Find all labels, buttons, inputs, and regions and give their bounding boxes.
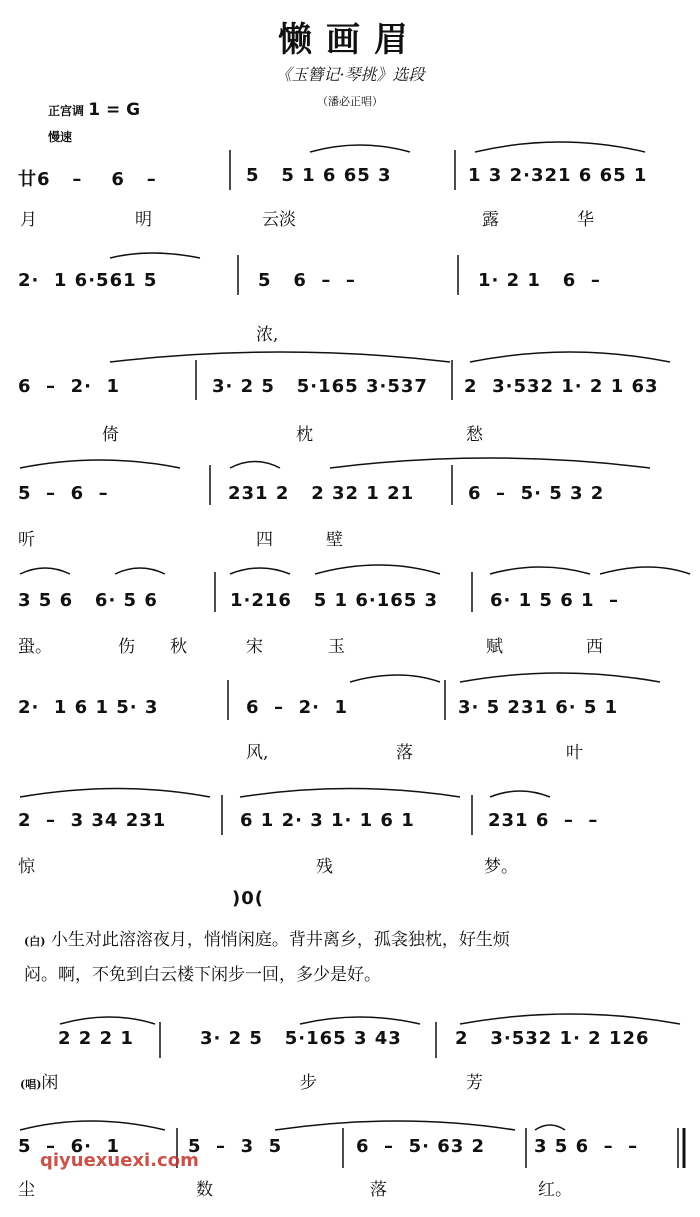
measure: 6 – 5· 5 3 2 (468, 483, 605, 504)
lyric: 梦。 (484, 857, 518, 877)
spoken-tag: (白) (24, 935, 46, 948)
notes-row-2b (258, 270, 356, 291)
lyric: 叶 (566, 743, 583, 763)
measure: 2 32 1 21 (311, 483, 415, 504)
lyric: 西 (586, 637, 603, 657)
measure: 231 6 – – (488, 810, 599, 831)
measure: 6 – (562, 270, 601, 291)
notes-row-7c (488, 810, 598, 831)
lyric: 玉 (328, 637, 345, 657)
lyric: 露 (482, 210, 499, 230)
lyric: 风, (246, 743, 269, 763)
lyric: 浓, (256, 325, 279, 345)
lyric: 蛩。 (18, 637, 52, 657)
notes-row-3b (212, 376, 428, 397)
measure: 1· 2 1 (478, 270, 541, 291)
spoken-text-1: 小生对此溶溶夜月，悄悄闲庭。背井离乡，孤衾独枕，好生烦 (50, 930, 510, 950)
lyric: 伤 (118, 637, 135, 657)
measure: 5 1 6 65 3 (281, 165, 392, 186)
measure: 6· 1 5 6 1 – (490, 590, 620, 611)
lyric: 芳 (466, 1073, 483, 1093)
lyric: 四 (256, 530, 273, 550)
notes-row-9b (200, 1028, 402, 1049)
lyric: 尘 (18, 1180, 35, 1200)
lyric: 倚 (102, 425, 119, 445)
lyric: 赋 (486, 637, 503, 657)
measure: 2 (464, 376, 478, 397)
measure: 6 (111, 169, 125, 190)
measure: 5 (258, 270, 272, 291)
watermark: qiyuexuexi.com (40, 1150, 199, 1171)
lyric: 落 (370, 1180, 387, 1200)
notes-row-2 (18, 270, 157, 291)
measure: 231 2 (228, 483, 290, 504)
lyric: 愁 (466, 425, 483, 445)
notes-row-5b (230, 590, 438, 611)
measure: 廿6 (18, 169, 51, 190)
measure: – (72, 169, 83, 190)
lyric: 月 (20, 210, 37, 230)
notes-row-7b (240, 810, 415, 831)
measure: 2 – 3 34 231 (18, 810, 167, 831)
measure: 5 – 6 – (18, 483, 109, 504)
measure: 2· 1 6 1 5· 3 (18, 697, 159, 718)
lyric: 壁 (326, 530, 343, 550)
lyric: 云淡 (262, 210, 296, 230)
measure: 5 – 6· 1 (18, 1136, 121, 1157)
measure: 3 5 6 (18, 590, 74, 611)
measure: 3·532 1· 2 126 (490, 1028, 650, 1049)
measure: 5 1 6·165 3 (313, 590, 439, 611)
measure: 5 – 3 5 (188, 1136, 283, 1157)
key-label: 正宫调 (48, 104, 85, 118)
lyric: 闲 (41, 1073, 59, 1093)
measure: 5·165 3·537 (296, 376, 428, 397)
notes-row-2c (478, 270, 601, 291)
rest-marker: )0( (232, 888, 264, 909)
notes-row-6 (18, 697, 158, 718)
lyric: 步 (300, 1073, 317, 1093)
sung-lyrics-row (20, 1068, 58, 1093)
measure: 6 – 2· 1 (246, 697, 349, 718)
measure: 6 – – (293, 270, 356, 291)
notes-row-10b (188, 1136, 282, 1157)
measure: 2· 1 6·561 5 (18, 270, 158, 291)
lyric: 华 (577, 210, 594, 230)
song-subtitle: 《玉簪记·琴挑》选段 (275, 65, 425, 84)
notes-row-3 (18, 376, 120, 397)
measure: 6 – 5· 63 2 (356, 1136, 486, 1157)
notes-row-1c (468, 165, 647, 186)
notes-row-3c (464, 376, 659, 397)
lyric: 宋 (246, 637, 263, 657)
lyric: 数 (196, 1180, 213, 1200)
lyric: 落 (396, 743, 413, 763)
notes-row-1 (18, 165, 157, 191)
measure: 5 (246, 165, 260, 186)
measure: 2 (455, 1028, 469, 1049)
notes-row-10c (356, 1136, 485, 1157)
measure: – (146, 169, 157, 190)
key-value: 1 = G (88, 100, 141, 120)
notes-row-5c (490, 590, 619, 611)
notes-row-10d (534, 1136, 638, 1157)
notes-row-1b (246, 165, 392, 186)
notes-row-7 (18, 810, 166, 831)
measure: 6 – 2· 1 (18, 376, 121, 397)
spoken-line-1 (24, 925, 510, 950)
measure: 2 2 2 1 (58, 1028, 134, 1049)
notes-row-4 (18, 483, 109, 504)
lyric: 枕 (296, 425, 313, 445)
lyric: 红。 (538, 1180, 572, 1200)
lyric: 残 (316, 857, 333, 877)
measure: 3 5 6 – – (534, 1136, 639, 1157)
notes-row-5 (18, 590, 158, 611)
lyric: 惊 (18, 857, 35, 877)
measure: 6 1 2· 3 1· 1 6 1 (240, 810, 415, 831)
measure: 1 3 2·321 6 65 1 (468, 165, 648, 186)
sung-tag: (唱) (20, 1078, 42, 1091)
tempo-marking: 慢速 (48, 130, 73, 144)
measure: 3· 5 231 6· 5 1 (458, 697, 619, 718)
measure: 3· 2 5 (212, 376, 275, 397)
measure: 3·532 1· 2 1 63 (492, 376, 659, 397)
lyric: 听 (18, 530, 35, 550)
measure: 6· 5 6 (94, 590, 158, 611)
notes-row-4c (468, 483, 604, 504)
notes-row-6b (246, 697, 348, 718)
spoken-line-2: 闷。啊，不免到白云楼下闲步一回，多少是好。 (24, 965, 381, 985)
lyric: 秋 (170, 637, 187, 657)
notes-row-9 (58, 1028, 134, 1049)
measure: 1·216 (230, 590, 292, 611)
measure: 3· 2 5 (200, 1028, 263, 1049)
notes-row-9c (455, 1028, 650, 1049)
notes-row-6c (458, 697, 618, 718)
notes-row-4b (228, 483, 414, 504)
measure: 5·165 3 43 (284, 1028, 402, 1049)
song-title: 懒画眉 (278, 20, 422, 60)
lyric: 明 (135, 210, 152, 230)
singer-note: （潘必正唱） (317, 95, 383, 108)
